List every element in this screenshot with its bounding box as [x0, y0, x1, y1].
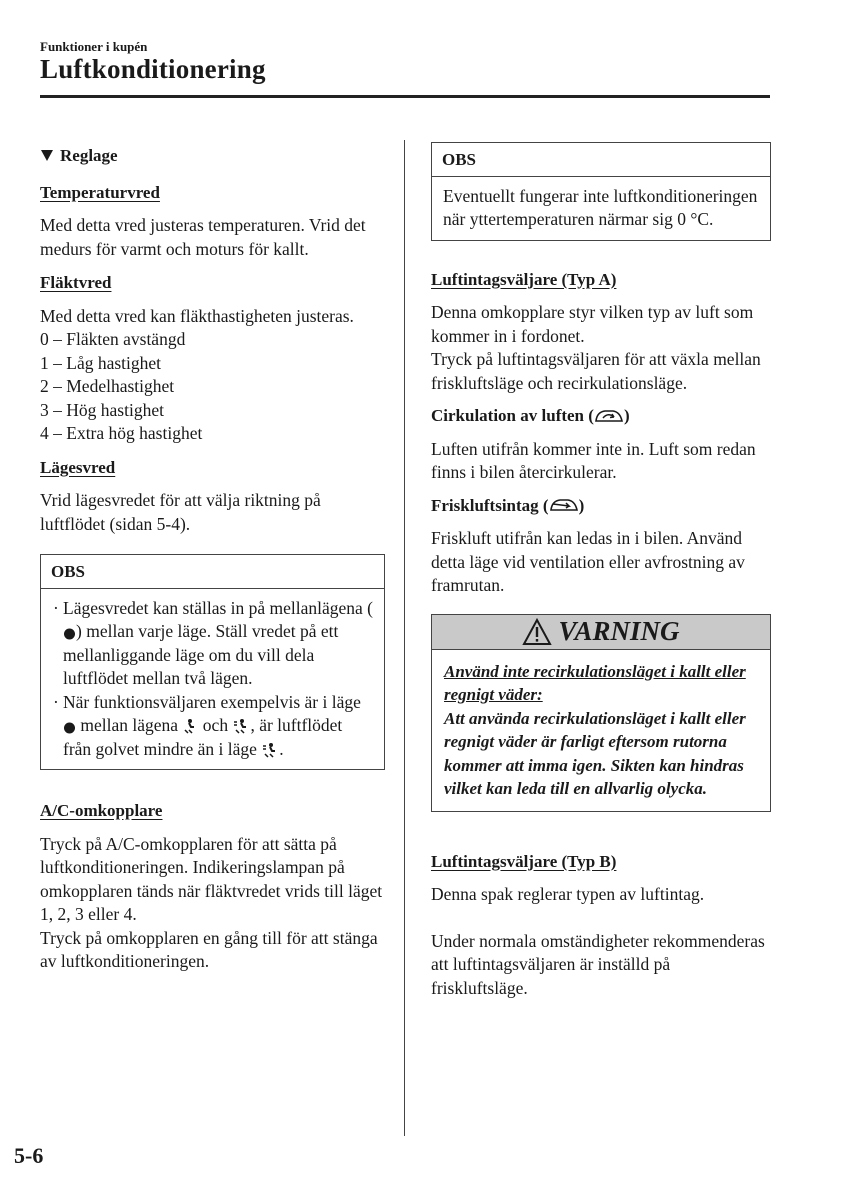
section-kicker: Funktioner i kupén	[40, 39, 148, 54]
ac-heading: A/C-omkopplare	[40, 801, 163, 820]
obs-bullet-text: När funktionsväljaren exempelvis är i läge mellan lägena och , är luftflödet från golvet mindre än i läge .	[63, 691, 361, 759]
fan-speed-item: 4 – Extra hög hastighet	[40, 423, 203, 443]
fan-speed-item: 3 – Hög hastighet	[40, 399, 164, 420]
temp-heading: Temperaturvred	[40, 182, 160, 202]
column-divider	[404, 140, 405, 1136]
reglage-heading	[40, 144, 385, 168]
page-number: 5-6	[14, 1143, 44, 1168]
reglage-label: Reglage	[60, 146, 118, 165]
obs-bullet	[53, 691, 374, 762]
warning-body	[432, 650, 770, 811]
typeB-text: Denna spak reglerar typen av luftintag.	[431, 884, 705, 904]
fresh-heading: Friskluftsintag ( )	[431, 495, 585, 515]
typeA-text: Denna omkopplare styr vilken typ av luft som kommer in i fordonet.	[431, 302, 754, 346]
floor-defrost-airflow-icon	[232, 718, 250, 734]
mode-heading: Lägesvred	[40, 457, 116, 477]
ac-text-off: Tryck på omkopplaren en gång till för att stänga av luftkonditioneringen.	[40, 927, 378, 971]
obs-bullet	[53, 597, 374, 691]
floor-airflow-icon	[182, 718, 198, 734]
warning-text: Att använda recirkulationsläget i kallt eller regnigt väder är farligt eftersom rutorna kommer att imma igen. Sikten kan hindras vilket kan leda till en allvarlig olycka.	[444, 708, 746, 798]
warning-lead: Använd inte recirkulationsläget i kallt eller regnigt väder:	[444, 661, 746, 704]
typeB-heading: Luftintagsväljare (Typ B)	[431, 851, 617, 871]
obs-box-temperature	[431, 142, 771, 241]
obs-body	[41, 589, 384, 770]
warning-box	[431, 614, 771, 812]
left-column	[40, 140, 385, 974]
ac-text: Tryck på A/C-omkopplaren för att sätta på luftkonditioneringen. Indikeringslampan på omkopplaren tänds när fläktvredet vrids till läget 1, 2, 3 eller 4.	[40, 833, 383, 924]
typeA-text-toggle: Tryck på luftintagsväljaren för att växla mellan friskluftsläge och recirkulationsläge.	[431, 349, 761, 393]
typeB-text-normal: Under normala omständigheter rekommenderas att luftintagsväljaren är inställd på friskluftsläge.	[431, 930, 765, 998]
typeA-heading: Luftintagsväljare (Typ A)	[431, 269, 617, 289]
page-title: Luftkonditionering	[40, 54, 266, 84]
mode-text: Vrid lägesvredet för att välja riktning på luftflödet (sidan 5-4).	[40, 490, 321, 534]
fan-speed-item: 0 – Fläkten avstängd	[40, 329, 186, 349]
fan-speed-item: 2 – Medelhastighet	[40, 376, 175, 396]
warning-header	[432, 615, 770, 650]
triangle-down-icon	[40, 149, 54, 162]
recirc-heading: Cirkulation av luften ( )	[431, 406, 630, 425]
right-column	[431, 142, 771, 1000]
filled-circle-icon	[63, 625, 76, 640]
fresh-text: Friskluft utifrån kan ledas in i bilen. Använd detta läge vid ventilation eller avfrostning av framrutan.	[431, 528, 745, 595]
obs-title: OBS	[41, 555, 384, 589]
obs-body	[432, 177, 770, 240]
obs-text: Eventuellt fungerar inte luftkonditioneringen när yttertemperaturen närmar sig 0 °C.	[443, 185, 758, 229]
obs-bullet-text: Lägesvredet kan ställas in på mellanlägena () mellan varje läge. Ställ vredet på ett mellanliggande läge om du vill dela luftflödet mellan två lägen.	[63, 597, 374, 688]
fan-heading: Fläktvred	[40, 273, 112, 292]
recirculation-icon	[594, 408, 624, 424]
warning-triangle-icon	[522, 618, 552, 646]
obs-box-mode	[40, 554, 385, 770]
temp-text: Med detta vred justeras temperaturen. Vrid det medurs för varmt och moturs för kallt.	[40, 215, 366, 259]
obs-title: OBS	[432, 143, 770, 177]
title-rule	[40, 95, 770, 98]
fan-speed-list	[40, 328, 385, 446]
bullet-dot-icon: ·	[53, 597, 59, 618]
recirc-text: Luften utifrån kommer inte in. Luft som redan finns i bilen återcirkulerar.	[431, 438, 756, 482]
fresh-air-icon	[549, 497, 579, 513]
bullet-dot-icon: ·	[53, 691, 59, 712]
floor-defrost-airflow-icon	[261, 742, 279, 758]
fan-speed-item: 1 – Låg hastighet	[40, 352, 162, 373]
filled-circle-icon	[63, 719, 76, 734]
warning-title: VARNING	[558, 615, 680, 646]
fan-intro: Med detta vred kan fläkthastigheten justeras.	[40, 305, 354, 326]
